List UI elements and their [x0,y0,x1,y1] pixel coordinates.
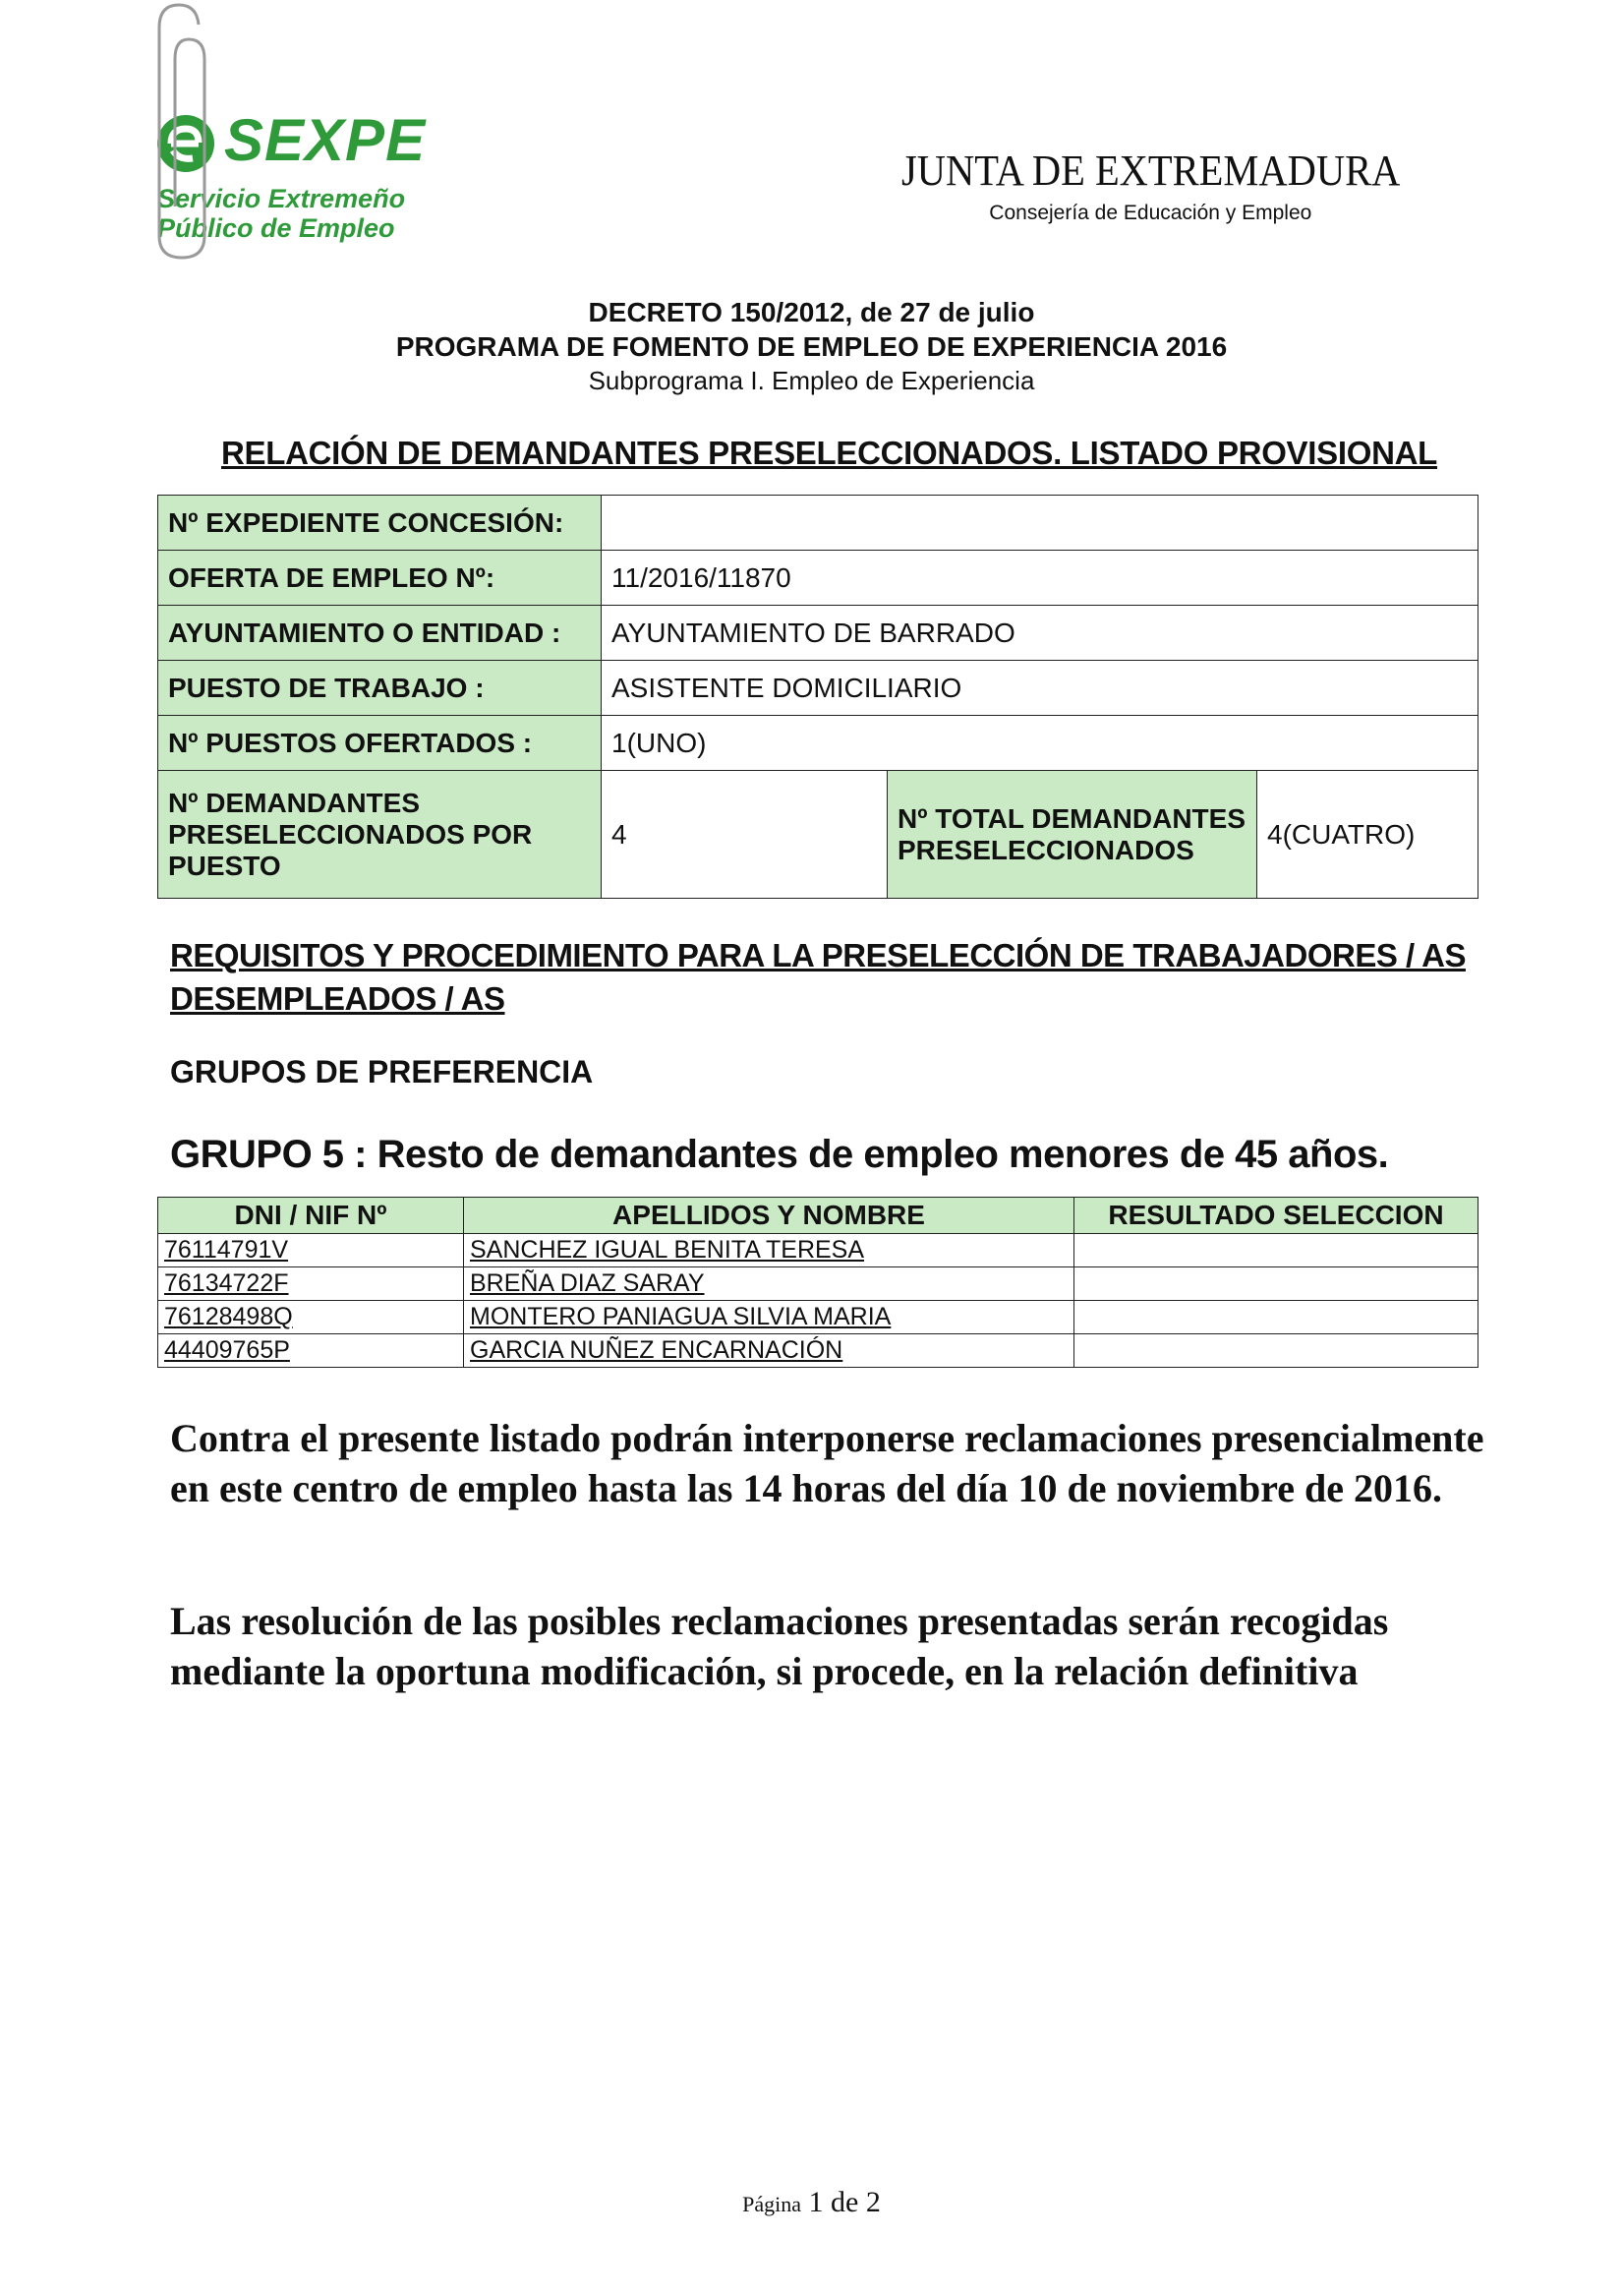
name-cell: MONTERO PANIAGUA SILVIA MARIA [464,1301,1074,1334]
junta-header [880,146,1421,225]
grupo5-heading: GRUPO 5 : Resto de demandantes de empleo menores de 45 años. [170,1133,1389,1176]
paperclip-icon [138,0,226,270]
junta-title: JUNTA DE EXTREMADURA [900,147,1400,195]
reclamaciones-notice: Contra el presente listado podrán interponerse reclamaciones presencialmente en este centro de empleo hasta las 14 horas del día 10 de noviembre de 2016. [170,1416,1484,1510]
table-row [158,606,1478,661]
table-row [158,1301,1478,1334]
puesto-value: ASISTENTE DOMICILIARIO [602,661,1478,716]
table-row [158,716,1478,771]
demandantes-por-puesto-value: 4 [602,771,888,899]
result-cell [1074,1267,1478,1301]
puestos-ofertados-value: 1(UNO) [602,716,1478,771]
dni-cell: 76134722F [158,1267,464,1301]
dni-cell: 44409765P [158,1334,464,1368]
puesto-label: PUESTO DE TRABAJO : [158,661,602,716]
name-cell: BREÑA DIAZ SARAY [464,1267,1074,1301]
logo-title: SEXPE [224,107,427,173]
result-cell [1074,1334,1478,1368]
column-header-dni: DNI / NIF Nº [158,1198,464,1234]
page-of: de [831,2186,859,2218]
result-cell [1074,1234,1478,1267]
total-demandantes-label: Nº TOTAL DEMANDANTES PRESELECCIONADOS [888,771,1257,899]
column-header-result: RESULTADO SELECCION [1074,1198,1478,1234]
grupos-heading: GRUPOS DE PREFERENCIA [170,1054,594,1089]
table-row [158,1234,1478,1267]
dni-cell: 76114791V [158,1234,464,1267]
table-row [158,496,1478,551]
requisitos-heading: REQUISITOS Y PROCEDIMIENTO PARA LA PRESELECCIÓN DE TRABAJADORES / AS DESEMPLEADOS / AS [170,937,1466,1017]
dni-cell: 76128498Q [158,1301,464,1334]
table-row [158,551,1478,606]
total-demandantes-value: 4(CUATRO) [1257,771,1478,899]
puestos-ofertados-label: Nº PUESTOS OFERTADOS : [158,716,602,771]
demandantes-por-puesto-label: Nº DEMANDANTES PRESELECCIONADOS POR PUESTO [158,771,602,899]
decree-title: DECRETO 150/2012, de 27 de julio [588,297,1035,327]
page-total: 2 [865,2186,881,2218]
result-cell [1074,1301,1478,1334]
table-header-row [158,1198,1478,1234]
column-header-name: APELLIDOS Y NOMBRE [464,1198,1074,1234]
oferta-value: 11/2016/11870 [602,551,1478,606]
name-cell: SANCHEZ IGUAL BENITA TERESA [464,1234,1074,1267]
logo-subtitle-line2: Público de Empleo [157,213,395,243]
decree-block [0,295,1623,397]
page-prefix: Página [742,2192,802,2216]
logo-subtitle-line1: Servicio Extremeño [157,184,406,213]
resolucion-notice: Las resolución de las posibles reclamaciones presentadas serán recogidas mediante la oportuna modificación, si procede, en la relación definitiva [170,1599,1389,1693]
table-row [158,1334,1478,1368]
subprogram-title: Subprograma I. Empleo de Experiencia [588,366,1035,395]
ayuntamiento-value: AYUNTAMIENTO DE BARRADO [602,606,1478,661]
ayuntamiento-label: AYUNTAMIENTO O ENTIDAD : [158,606,602,661]
page-footer [0,2186,1623,2219]
candidates-table [157,1197,1478,1368]
table-row [158,661,1478,716]
expediente-value [602,496,1478,551]
program-title: PROGRAMA DE FOMENTO DE EMPLEO DE EXPERIENCIA 2016 [395,331,1228,362]
page-number: 1 [808,2186,824,2218]
name-cell: GARCIA NUÑEZ ENCARNACIÓN [464,1334,1074,1368]
oferta-label: OFERTA DE EMPLEO Nº: [158,551,602,606]
offer-info-table [157,495,1478,899]
expediente-label: Nº EXPEDIENTE CONCESIÓN: [158,496,602,551]
page-title: RELACIÓN DE DEMANDANTES PRESELECCIONADOS. LISTADO PROVISIONAL [221,435,1438,471]
table-row [158,771,1478,899]
junta-subtitle: Consejería de Educación y Empleo [989,202,1312,224]
table-row [158,1267,1478,1301]
